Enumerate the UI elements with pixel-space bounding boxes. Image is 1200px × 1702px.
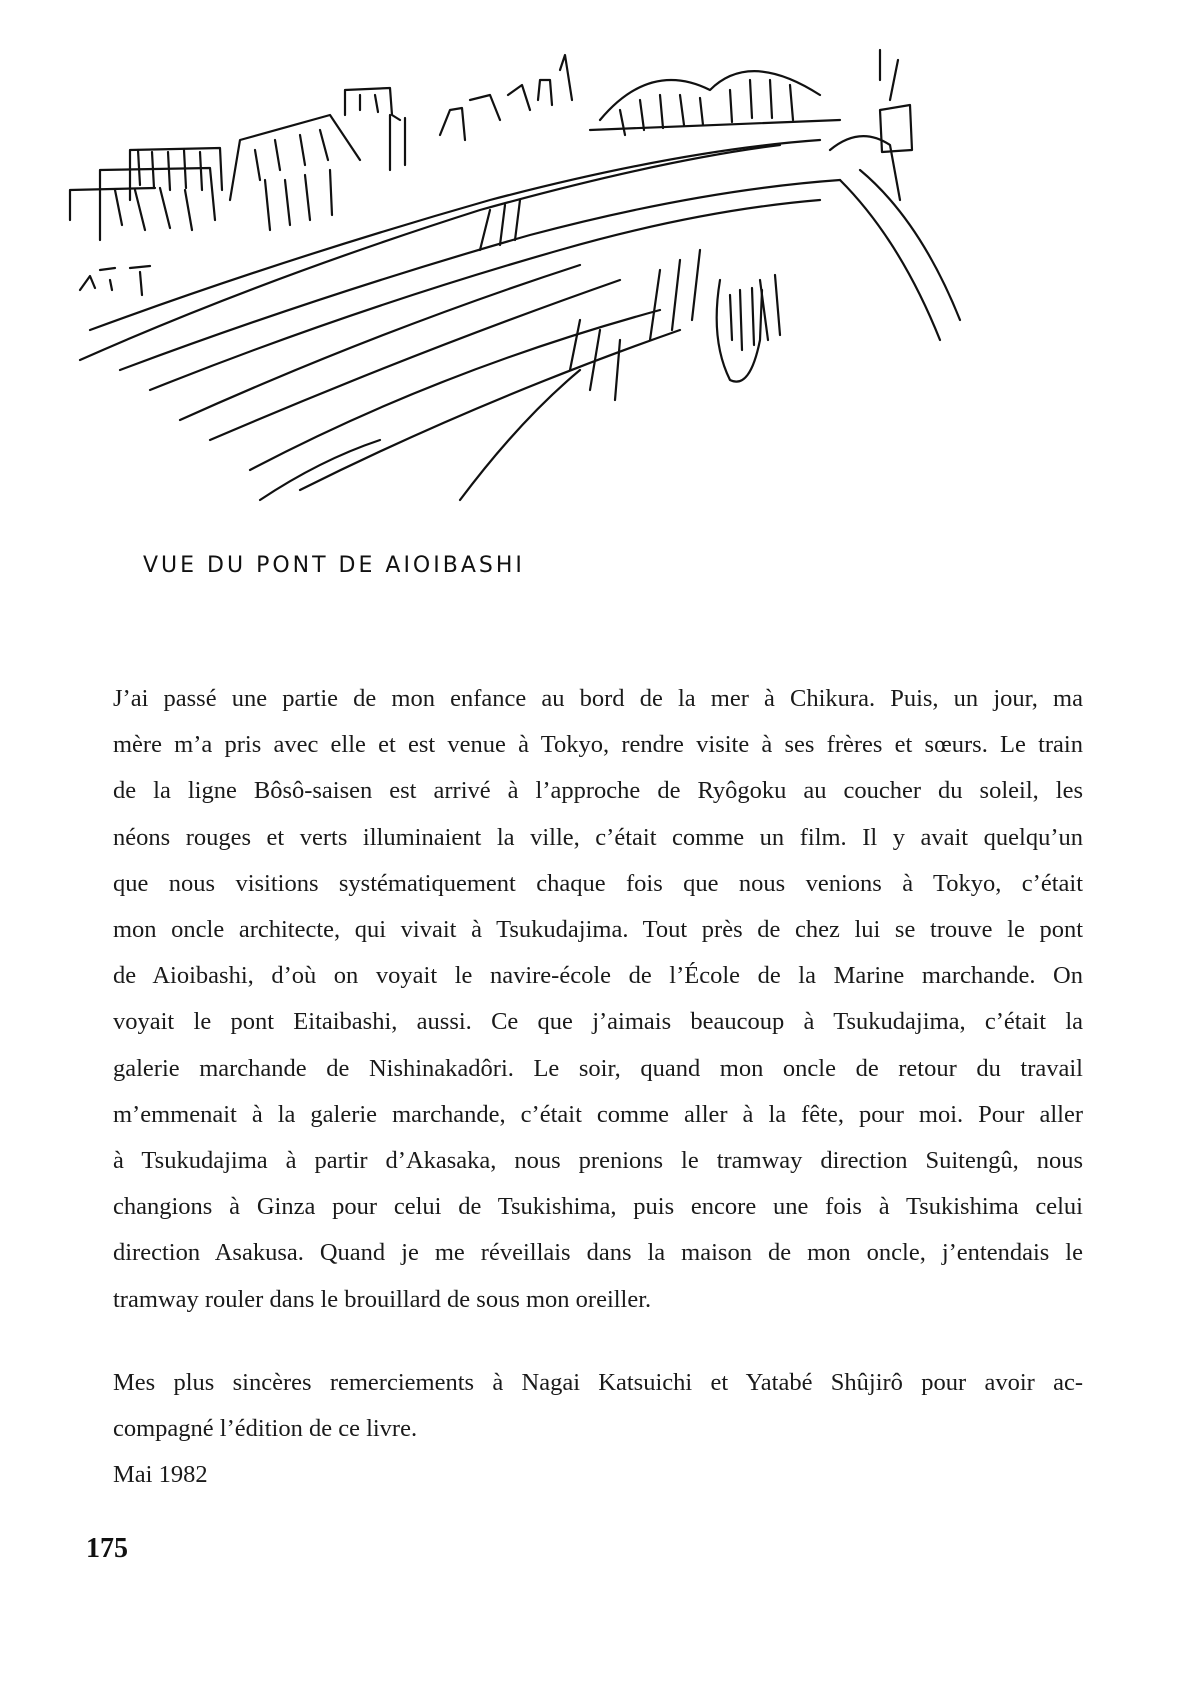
page-number: 175 (86, 1533, 128, 1564)
body-line: mon oncle architecte, qui vivait à Tsukudajima. Tout près de chez lui se trouve le pont (113, 916, 1083, 944)
bridge-sketch-illustration (60, 40, 1040, 520)
body-line: J’ai passé une partie de mon enfance au bord de la mer à Chikura. Puis, un jour, ma (113, 685, 1083, 712)
acknowledgement-paragraph (113, 1360, 1083, 1499)
body-line: de la ligne Bôsô-saisen est arrivé à l’approche de Ryôgoku au coucher du soleil, les (113, 777, 1083, 805)
body-line: direction Asakusa. Quand je me réveillais dans la maison de mon oncle, j’entendais le (113, 1239, 1083, 1267)
body-line: de Aioibashi, d’où on voyait le navire-école de l’École de la Marine marchande. On (113, 962, 1083, 990)
acknowledgement-date: Mai 1982 (113, 1461, 208, 1489)
body-line: que nous visitions systématiquement chaque fois que nous venions à Tokyo, c’était (113, 869, 1083, 897)
body-line: mère m’a pris avec elle et est venue à Tokyo, rendre visite à ses frères et sœurs. Le train (113, 731, 1083, 759)
body-line: galerie marchande de Nishinakadôri. Le soir, quand mon oncle de retour du travail (113, 1054, 1083, 1082)
acknowledgement-line: compagné l’édition de ce livre. (113, 1415, 418, 1443)
sketch-drawing (60, 40, 1040, 520)
body-line: voyait le pont Eitaibashi, aussi. Ce que j’aimais beaucoup à Tsukudajima, c’était la (113, 1008, 1083, 1036)
illustration-caption: VUE DU PONT DE AIOIBASHI (143, 553, 525, 578)
body-line: m’emmenait à la galerie marchande, c’était comme aller à la fête, pour moi. Pour aller (113, 1100, 1083, 1128)
body-line: changions à Ginza pour celui de Tsukishima, puis encore une fois à Tsukishima celui (113, 1193, 1083, 1221)
body-line: à Tsukudajima à partir d’Akasaka, nous prenions le tramway direction Suitengû, nous (113, 1147, 1083, 1175)
body-line: tramway rouler dans le brouillard de sous mon oreiller. (113, 1285, 652, 1313)
body-paragraph (113, 676, 1083, 1323)
acknowledgement-line: Mes plus sincères remerciements à Nagai Katsuichi et Yatabé Shûjirô pour avoir ac- (113, 1369, 1083, 1396)
body-line: néons rouges et verts illuminaient la ville, c’était comme un film. Il y avait quelqu’un (113, 823, 1083, 851)
